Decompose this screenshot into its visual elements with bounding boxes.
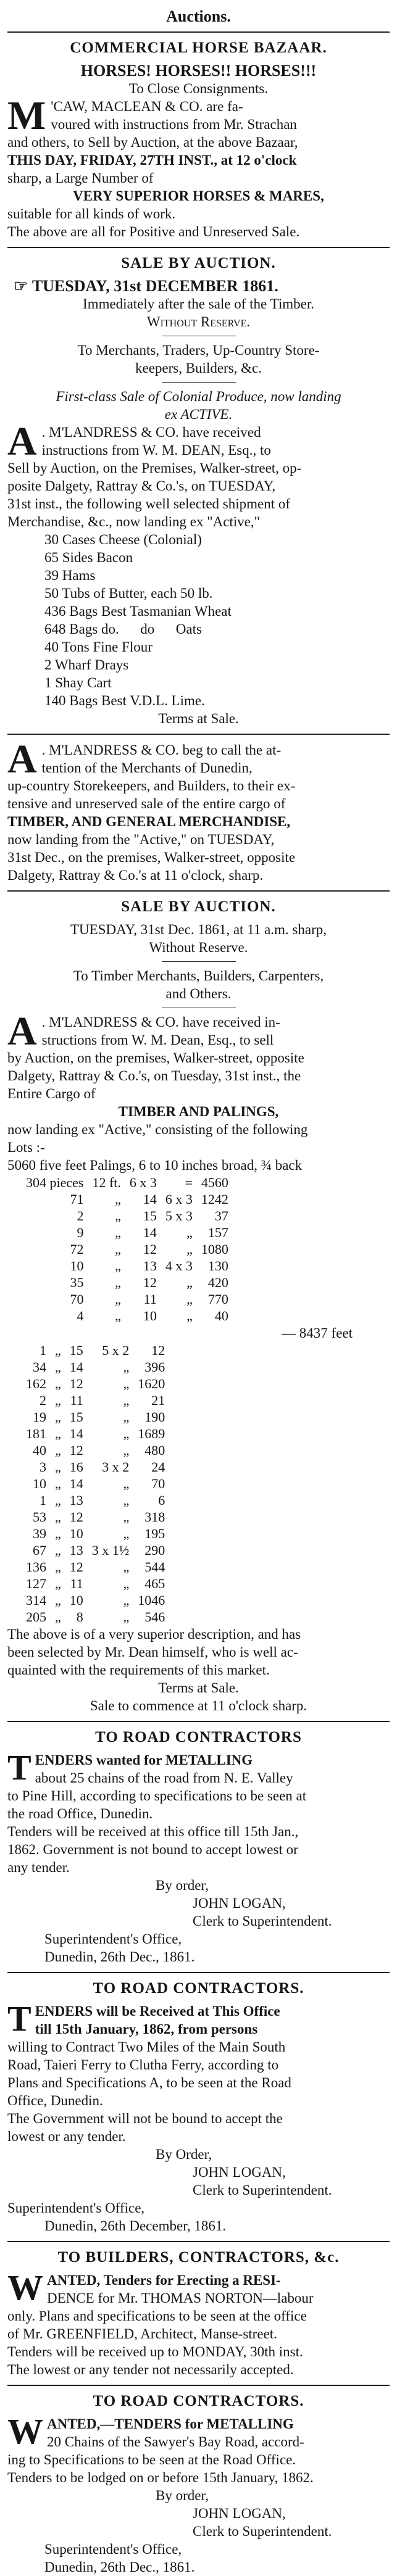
- table-cell: 770: [207, 1291, 228, 1307]
- ad-body-line: . M'LANDRESS & CO. have received in-: [41, 1014, 280, 1030]
- ad-body-line: ENDERS wanted for METALLING: [35, 1752, 253, 1768]
- ad-body-line: Tenders to be lodged on or before 15th January, 1862.: [7, 2470, 314, 2485]
- list-item: 30 Cases Cheese (Colonial): [44, 532, 202, 547]
- table-cell: 130: [207, 1258, 228, 1274]
- table-cell: 12: [69, 1376, 83, 1391]
- table-cell: 544: [144, 1559, 165, 1575]
- ad-body-line: Dalgety, Rattray & Co.'s, on Tuesday, 31st inst., the: [7, 1068, 301, 1083]
- list-item: 40 Tons Fine Flour: [44, 639, 153, 655]
- ad-road-contractors-1: [7, 1728, 390, 1966]
- table-cell: „: [55, 1493, 61, 1508]
- drop-cap: T: [7, 1998, 31, 2039]
- table-cell: 10: [33, 1476, 46, 1491]
- table-row: [26, 1609, 173, 1625]
- table-cell: 71: [70, 1191, 84, 1207]
- list-item: 2 Wharf Drays: [44, 657, 129, 673]
- table-row: [26, 1509, 173, 1525]
- table-cell: „: [123, 1376, 130, 1391]
- table-cell: „: [55, 1426, 61, 1441]
- ad-body-line: lowest or any tender.: [7, 2129, 126, 2144]
- ad-body-line: keepers, Builders, &c.: [135, 360, 262, 376]
- place-line: Dunedin, 26th Dec., 1861.: [44, 2559, 195, 2575]
- ad-road-contractors-3: [7, 2392, 390, 2576]
- table-cell: 34: [33, 1359, 46, 1375]
- table-cell: 37: [214, 1208, 228, 1224]
- drop-cap: W: [7, 2267, 43, 2308]
- ad-body-line: Without Reserve.: [149, 940, 248, 955]
- signature-name: JOHN LOGAN,: [193, 2506, 286, 2521]
- ad-body-line: Tenders will be received up to MONDAY, 30th inst.: [7, 2344, 303, 2359]
- table-cell: 72: [70, 1241, 84, 1257]
- pointing-hand-icon-line: ☞ TUESDAY, 31st DECEMBER 1861.: [14, 277, 278, 295]
- drop-cap: W: [7, 2411, 43, 2451]
- divider: [7, 2385, 390, 2386]
- table-cell: „: [123, 1559, 130, 1575]
- ad-builders-contractors: [7, 2248, 390, 2379]
- short-rule: [162, 382, 236, 383]
- ad-body-line: the road Office, Dunedin.: [7, 1806, 153, 1821]
- timber-table: [26, 1174, 237, 1324]
- divider: [7, 1972, 390, 1973]
- table-cell: 3 x 2: [102, 1459, 130, 1475]
- table-row: [26, 1342, 173, 1359]
- ad-body-line: Dalgety, Rattray & Co.'s at 11 o'clock, sharp.: [7, 868, 264, 883]
- table-cell: =: [185, 1175, 193, 1190]
- table-cell: „: [186, 1241, 193, 1257]
- table-cell: „: [186, 1225, 193, 1240]
- ad-title: TO BUILDERS, CONTRACTORS, &c.: [57, 2249, 340, 2266]
- table-cell: 4560: [201, 1175, 228, 1190]
- table-cell: „: [115, 1241, 121, 1257]
- ad-body-line: Tenders will be received at this office till 15th Jan.,: [7, 1824, 299, 1839]
- table-cell: 10: [143, 1308, 157, 1323]
- table-cell: „: [186, 1275, 193, 1290]
- table-cell: 12: [69, 1443, 83, 1458]
- ad-body-line: 31st Dec., on the premises, Walker-street, opposite: [7, 850, 296, 865]
- ad-body-line: now landing from the "Active," on TUESDAY,: [7, 832, 275, 847]
- table-cell: 5 x 3: [165, 1208, 193, 1224]
- table-cell: 8: [76, 1609, 83, 1625]
- table-cell: „: [115, 1258, 121, 1274]
- table-row: [26, 1525, 173, 1542]
- table-cell: „: [55, 1592, 61, 1608]
- list-item: 39 Hams: [44, 568, 96, 583]
- table-row: [26, 1442, 173, 1459]
- table-row: [26, 1241, 237, 1257]
- table-cell: 11: [70, 1576, 83, 1591]
- ad-body-line: . M'LANDRESS & CO. have received: [41, 425, 261, 440]
- ad-timber-palings: [7, 898, 390, 1715]
- table-cell: „: [123, 1426, 130, 1441]
- table-cell: 1080: [201, 1241, 228, 1257]
- table-cell: „: [55, 1409, 61, 1425]
- table-cell: 13: [69, 1543, 83, 1558]
- table-row: [26, 1425, 173, 1442]
- table-cell: 190: [144, 1409, 165, 1425]
- table-cell: „: [55, 1459, 61, 1475]
- list-item: 50 Tubs of Butter, each 50 lb.: [44, 586, 213, 601]
- table-cell: 1242: [201, 1191, 228, 1207]
- table-cell: 465: [144, 1576, 165, 1591]
- ad-body-line: Immediately after the sale of the Timber.: [83, 296, 314, 312]
- table-cell: 9: [77, 1225, 84, 1240]
- ad-body-line: ANTED,—TENDERS for METALLING: [47, 2416, 294, 2432]
- table-cell: 1: [40, 1343, 46, 1358]
- table-cell: 12: [143, 1241, 157, 1257]
- table-cell: 480: [144, 1443, 165, 1458]
- divider: [7, 247, 390, 248]
- table-cell: 70: [70, 1291, 84, 1307]
- pointing-hand-icon: ☞: [14, 277, 32, 295]
- table-cell: 15: [69, 1409, 83, 1425]
- ad-body-line: sharp, a Large Number of: [7, 170, 154, 186]
- table-row: [26, 1409, 173, 1425]
- list-item: 648 Bags do. do Oats: [44, 621, 202, 637]
- table-cell: 15: [143, 1208, 157, 1224]
- signature-line: By order,: [156, 2488, 209, 2503]
- table-cell: „: [123, 1609, 130, 1625]
- table-cell: „: [115, 1308, 121, 1323]
- table-cell: 12: [69, 1509, 83, 1525]
- table-cell: 1620: [138, 1376, 165, 1391]
- table-cell: „: [55, 1376, 61, 1391]
- ad-body-line: 31st inst., the following well selected shipment of: [7, 496, 291, 511]
- table-cell: 12: [151, 1343, 165, 1358]
- table-cell: 40: [33, 1443, 46, 1458]
- table-cell: 12 ft.: [92, 1175, 121, 1190]
- table-row: [26, 1291, 237, 1307]
- table-cell: 12: [143, 1275, 157, 1290]
- signature-role: Clerk to Superintendent.: [193, 1913, 332, 1929]
- ad-body-line: instructions from W. M. DEAN, Esq., to: [41, 442, 271, 458]
- table-cell: 6: [158, 1493, 165, 1508]
- ad-body-line: To Merchants, Traders, Up-Country Store-: [77, 342, 320, 358]
- table-cell: 67: [33, 1543, 46, 1558]
- table-cell: 181: [26, 1426, 46, 1441]
- table-cell: „: [55, 1543, 61, 1558]
- table-cell: 21: [151, 1393, 165, 1408]
- ad-body-line: willing to Contract Two Miles of the Main South: [7, 2039, 286, 2055]
- table-cell: 4 x 3: [165, 1258, 193, 1274]
- table-cell: 3: [40, 1459, 46, 1475]
- ad-body-line: TIMBER AND PALINGS,: [118, 1104, 279, 1119]
- table-cell: „: [55, 1476, 61, 1491]
- table-cell: „: [55, 1559, 61, 1575]
- signature-name: JOHN LOGAN,: [193, 2164, 286, 2180]
- list-item: 436 Bags Best Tasmanian Wheat: [44, 603, 232, 619]
- table-cell: „: [115, 1275, 121, 1290]
- ad-body-line: 1862. Government is not bound to accept lowest or: [7, 1842, 298, 1857]
- ad-body-line: DENCE for Mr. THOMAS NORTON—labour: [47, 2290, 314, 2306]
- table-row: [26, 1307, 237, 1324]
- office-line: Superintendent's Office,: [44, 2541, 182, 2557]
- table-cell: 1689: [138, 1426, 165, 1441]
- table-cell: „: [123, 1592, 130, 1608]
- table-row: [26, 1274, 237, 1291]
- ad-body-line: and Others.: [165, 986, 232, 1001]
- goods-list: [7, 531, 390, 710]
- table-row: [26, 1559, 173, 1575]
- table-cell: 13: [143, 1258, 157, 1274]
- table-cell: „: [55, 1393, 61, 1408]
- ad-body-line: any tender.: [7, 1860, 70, 1875]
- masthead: Auctions.: [166, 7, 231, 25]
- table-row: [26, 1392, 173, 1409]
- ad-body-line: Office, Dunedin.: [7, 2093, 103, 2108]
- table-cell: 2: [77, 1208, 84, 1224]
- table-row: [26, 1257, 237, 1274]
- ad-body-line: The Government will not be bound to accept the: [7, 2111, 283, 2126]
- table-row: [26, 1575, 173, 1592]
- table-cell: „: [123, 1443, 130, 1458]
- terms-line: Terms at Sale.: [158, 1680, 239, 1696]
- table-cell: 396: [144, 1359, 165, 1375]
- ad-body-line: of Mr. GREENFIELD, Architect, Manse-street.: [7, 2326, 277, 2342]
- table-cell: 11: [143, 1291, 157, 1307]
- table-cell: 53: [33, 1509, 46, 1525]
- ad-body-line: VERY SUPERIOR HORSES & MARES,: [73, 188, 324, 204]
- table-cell: 4: [77, 1308, 84, 1323]
- table-row: [26, 1475, 173, 1492]
- table-cell: „: [123, 1576, 130, 1591]
- table-cell: 195: [144, 1526, 165, 1541]
- ad-body-line: Sale to commence at 11 o'clock sharp.: [90, 1698, 307, 1713]
- divider: [7, 734, 390, 735]
- table-cell: 10: [69, 1592, 83, 1608]
- table-cell: 14: [143, 1225, 157, 1240]
- table-cell: „: [55, 1526, 61, 1541]
- divider: [7, 31, 390, 33]
- table-cell: 162: [26, 1376, 46, 1391]
- ad-body-line: now landing ex "Active," consisting of the following: [7, 1122, 308, 1137]
- table-cell: 14: [69, 1426, 83, 1441]
- table-cell: 40: [214, 1308, 228, 1323]
- table-cell: „: [186, 1308, 193, 1323]
- table-cell: 136: [26, 1559, 46, 1575]
- table-cell: 35: [70, 1275, 84, 1290]
- table-cell: 290: [144, 1543, 165, 1558]
- ad-body-line: Road, Taieri Ferry to Clutha Ferry, according to: [7, 2057, 279, 2073]
- table-cell: 16: [69, 1459, 83, 1475]
- drop-cap: M: [7, 93, 46, 138]
- ad-subline: To Close Consignments.: [128, 81, 269, 96]
- ad-body-line: TIMBER, AND GENERAL MERCHANDISE,: [7, 814, 291, 829]
- divider: [7, 1721, 390, 1722]
- signature-role: Clerk to Superintendent.: [193, 2524, 332, 2539]
- ad-body-line: quainted with the requirements of this market.: [7, 1662, 270, 1678]
- table-cell: 1: [40, 1493, 46, 1508]
- ad-body-line: voured with instructions from Mr. Strachan: [51, 117, 297, 132]
- timber-table-2: [26, 1342, 173, 1625]
- table-row: [26, 1542, 173, 1559]
- ad-title: TO ROAD CONTRACTORS.: [93, 1980, 304, 1997]
- table-cell: „: [186, 1291, 193, 1307]
- ad-body-line: ENDERS will be Received at This Office: [35, 2003, 280, 2019]
- drop-cap: A: [7, 1009, 37, 1054]
- ad-body-line: 20 Chains of the Sawyer's Bay Road, accord-: [47, 2434, 304, 2450]
- table-cell: „: [115, 1191, 121, 1207]
- ad-body-line: tention of the Merchants of Dunedin,: [41, 760, 253, 776]
- table-cell: 546: [144, 1609, 165, 1625]
- ad-body-line: . M'LANDRESS & CO. beg to call the at-: [41, 742, 282, 758]
- table-cell: „: [55, 1343, 61, 1358]
- divider: [7, 2241, 390, 2242]
- ad-body-line: ex ACTIVE.: [164, 407, 233, 422]
- ad-road-contractors-2: [7, 1979, 390, 2235]
- divider: [7, 890, 390, 892]
- table-cell: „: [55, 1509, 61, 1525]
- ad-body-line: tensive and unreserved sale of the entire cargo of: [7, 796, 286, 811]
- ad-title: SALE BY AUCTION.: [121, 898, 276, 915]
- ad-body-line: been selected by Mr. Dean himself, who is well ac-: [7, 1644, 298, 1660]
- ad-title: TO ROAD CONTRACTORS.: [93, 2393, 304, 2409]
- table-row: [26, 1191, 237, 1207]
- table-cell: „: [55, 1359, 61, 1375]
- table-cell: 318: [144, 1509, 165, 1525]
- ad-body-line: The lowest or any tender not necessarily accepted.: [7, 2362, 294, 2377]
- table-cell: 11: [70, 1393, 83, 1408]
- signature-line: By order,: [156, 1878, 209, 1893]
- ad-body-line: Lots :-: [7, 1140, 45, 1155]
- table-cell: 6 x 3: [165, 1191, 193, 1207]
- ad-body-line: Sell by Auction, on the Premises, Walker-street, op-: [7, 460, 302, 476]
- ad-body-line: Entire Cargo of: [7, 1086, 96, 1101]
- ad-headline: HORSES! HORSES!! HORSES!!!: [80, 62, 317, 80]
- list-item: 140 Bags Best V.D.L. Lime.: [44, 693, 205, 708]
- table-cell: 6 x 3: [129, 1175, 157, 1190]
- table-cell: „: [123, 1526, 130, 1541]
- ad-body-line: 5060 five feet Palings, 6 to 10 inches broad, ¾ back: [7, 1158, 303, 1173]
- table-cell: 24: [151, 1459, 165, 1475]
- office-line: Superintendent's Office,: [7, 2200, 145, 2216]
- ad-body-line: First-class Sale of Colonial Produce, now landing: [56, 389, 341, 404]
- table-cell: „: [115, 1208, 121, 1224]
- table-cell: 10: [69, 1526, 83, 1541]
- place-line: Dunedin, 26th December, 1861.: [44, 2218, 227, 2234]
- signature-name: JOHN LOGAN,: [193, 1895, 286, 1911]
- table-cell: 3 x 1½: [91, 1543, 130, 1558]
- drop-cap: A: [7, 737, 37, 782]
- ad-body-line: Plans and Specifications A, to be seen at the Road: [7, 2075, 291, 2090]
- ad-body-line: Without Reserve.: [146, 314, 251, 329]
- list-item: 1 Shay Cart: [44, 675, 112, 690]
- ad-body-line: to Pine Hill, according to specifications to be seen at: [7, 1788, 307, 1804]
- ad-body-line: The above are all for Positive and Unreserved Sale.: [7, 224, 300, 239]
- table-cell: 205: [26, 1609, 46, 1625]
- table-cell: „: [123, 1476, 130, 1491]
- table-cell: „: [115, 1291, 121, 1307]
- ad-body-line: about 25 chains of the road from N. E. Valley: [35, 1770, 293, 1786]
- table-cell: 19: [33, 1409, 46, 1425]
- table-cell: „: [123, 1393, 130, 1408]
- ad-body-line: ANTED, Tenders for Erecting a RESI-: [47, 2272, 281, 2288]
- office-line: Superintendent's Office,: [44, 1931, 182, 1947]
- table-cell: 127: [26, 1576, 46, 1591]
- ad-body-line: by Auction, on the premises, Walker-street, opposite: [7, 1050, 304, 1066]
- ad-timber-merchandise: [7, 737, 390, 884]
- table-cell: „: [123, 1509, 130, 1525]
- short-rule: [162, 961, 236, 962]
- ad-title: TO ROAD CONTRACTORS: [95, 1729, 302, 1746]
- table-cell: 70: [151, 1476, 165, 1491]
- table-cell: „: [123, 1359, 130, 1375]
- table-cell: „: [55, 1443, 61, 1458]
- ad-body-line: up-country Storekeepers, and Builders, to their ex-: [7, 778, 296, 793]
- table-cell: 14: [69, 1359, 83, 1375]
- table-row: [26, 1492, 173, 1509]
- ad-body-line: To Timber Merchants, Builders, Carpenters,: [73, 968, 324, 984]
- ad-body-line: only. Plans and specifications to be seen at the office: [7, 2308, 307, 2324]
- table-cell: 157: [207, 1225, 228, 1240]
- table-cell: „: [55, 1576, 61, 1591]
- table-row: [26, 1459, 173, 1475]
- ad-body-line: 'CAW, MACLEAN & CO. are fa-: [51, 99, 243, 114]
- ad-body-line: The above is of a very superior description, and has: [7, 1626, 301, 1642]
- table-cell: 420: [207, 1275, 228, 1290]
- table-cell: 5 x 2: [102, 1343, 130, 1358]
- ad-body-line: structions from W. M. Dean, Esq., to sell: [41, 1032, 274, 1048]
- ad-sale-by-auction-produce: [7, 254, 390, 727]
- ad-body-line: Merchandise, &c., now landing ex "Active,": [7, 514, 261, 529]
- signature-role: Clerk to Superintendent.: [193, 2182, 332, 2198]
- table-cell: 314: [26, 1592, 46, 1608]
- signature-line: By Order,: [156, 2147, 212, 2162]
- ad-body-line: suitable for all kinds of work.: [7, 206, 176, 222]
- ad-body-line: posite Dalgety, Rattray & Co.'s, on TUESDAY,: [7, 478, 276, 494]
- table-cell: 2: [40, 1393, 46, 1408]
- timber-total: — 8437 feet: [282, 1325, 353, 1341]
- table-cell: 13: [69, 1493, 83, 1508]
- table-row: [26, 1174, 237, 1191]
- table-row: [26, 1224, 237, 1241]
- ad-body-line: till 15th January, 1862, from persons: [35, 2021, 258, 2037]
- ad-body-line: THIS DAY, FRIDAY, 27TH INST., at 12 o'clock: [7, 152, 297, 168]
- table-cell: „: [123, 1493, 130, 1508]
- table-cell: „: [55, 1609, 61, 1625]
- ad-body-line: and others, to Sell by Auction, at the above Bazaar,: [7, 135, 298, 150]
- drop-cap: T: [7, 1747, 31, 1787]
- terms-line: Terms at Sale.: [158, 711, 239, 726]
- table-cell: 14: [143, 1191, 157, 1207]
- table-cell: 304 pieces: [26, 1175, 84, 1190]
- table-cell: 1046: [138, 1592, 165, 1608]
- table-cell: „: [123, 1409, 130, 1425]
- place-line: Dunedin, 26th Dec., 1861.: [44, 1949, 195, 1965]
- table-cell: 14: [69, 1476, 83, 1491]
- table-cell: 15: [69, 1343, 83, 1358]
- ad-body-line: TUESDAY, 31st Dec. 1861, at 11 a.m. sharp,: [70, 922, 327, 937]
- table-cell: 12: [69, 1559, 83, 1575]
- drop-cap: A: [7, 419, 37, 464]
- ad-body-line: ing to Specifications to be seen at the Road Office.: [7, 2452, 296, 2467]
- table-row: [26, 1359, 173, 1375]
- ad-title: COMMERCIAL HORSE BAZAAR.: [70, 39, 327, 56]
- table-row: [26, 1375, 173, 1392]
- table-cell: 10: [70, 1258, 84, 1274]
- ad-title: SALE BY AUCTION.: [121, 255, 276, 271]
- list-item: 65 Sides Bacon: [44, 550, 133, 565]
- table-cell: 39: [33, 1526, 46, 1541]
- table-row: [26, 1207, 237, 1224]
- table-cell: „: [115, 1225, 121, 1240]
- ad-horse-bazaar: [7, 39, 390, 241]
- table-row: [26, 1592, 173, 1609]
